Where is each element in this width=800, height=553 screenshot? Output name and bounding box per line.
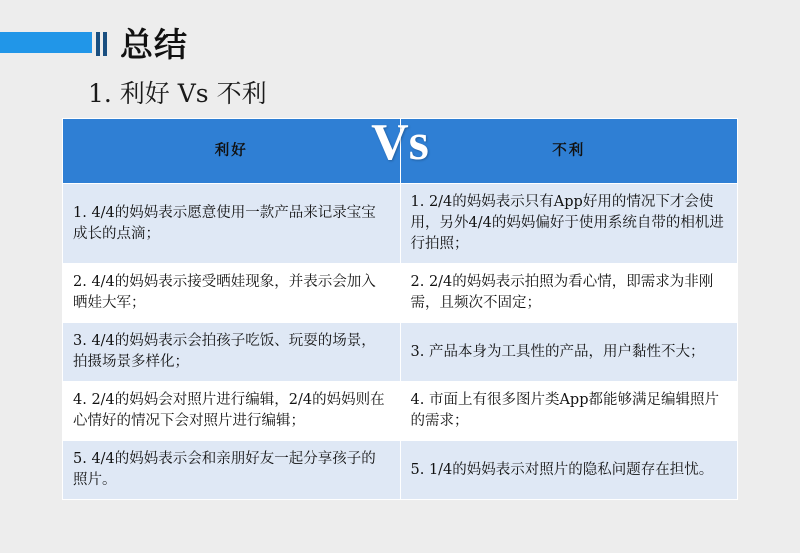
table-header-row <box>63 119 738 184</box>
table-header-con: 不利 <box>400 119 738 184</box>
cell-pro-4: 4. 2/4的妈妈会对照片进行编辑，2/4的妈妈则在心情好的情况下会对照片进行编辑； <box>63 382 401 441</box>
header-quote-marks-icon <box>96 32 114 56</box>
comparison-table-wrapper <box>62 114 738 500</box>
table-row <box>63 382 738 441</box>
page-title: 总结 <box>120 25 188 64</box>
cell-pro-1: 1. 4/4的妈妈表示愿意使用一款产品来记录宝宝成长的点滴； <box>63 184 401 264</box>
table-row <box>63 441 738 500</box>
table-row <box>63 323 738 382</box>
cell-con-5: 5. 1/4的妈妈表示对照片的隐私问题存在担忧。 <box>400 441 738 500</box>
cell-pro-3: 3. 4/4的妈妈表示会拍孩子吃饭、玩耍的场景，拍摄场景多样化； <box>63 323 401 382</box>
section-subtitle: 1. 利好 Vs 不利 <box>88 79 267 108</box>
table-row <box>63 264 738 323</box>
comparison-table <box>62 114 738 500</box>
slide-header <box>0 14 800 64</box>
cell-pro-5: 5. 4/4的妈妈表示会和亲朋好友一起分享孩子的照片。 <box>63 441 401 500</box>
table-header-pro: 利好 <box>63 119 401 184</box>
table-row <box>63 184 738 264</box>
cell-con-3: 3. 产品本身为工具性的产品，用户黏性不大； <box>400 323 738 382</box>
cell-con-2: 2. 2/4的妈妈表示拍照为看心情，即需求为非刚需，且频次不固定； <box>400 264 738 323</box>
vs-badge: Vs <box>371 114 429 171</box>
cell-con-4: 4. 市面上有很多图片类App都能够满足编辑照片的需求； <box>400 382 738 441</box>
cell-pro-2: 2. 4/4的妈妈表示接受晒娃现象，并表示会加入晒娃大军； <box>63 264 401 323</box>
header-accent-bar <box>0 32 92 53</box>
cell-con-1: 1. 2/4的妈妈表示只有App好用的情况下才会使用，另外4/4的妈妈偏好于使用系统自带的相机进行拍照； <box>400 184 738 264</box>
